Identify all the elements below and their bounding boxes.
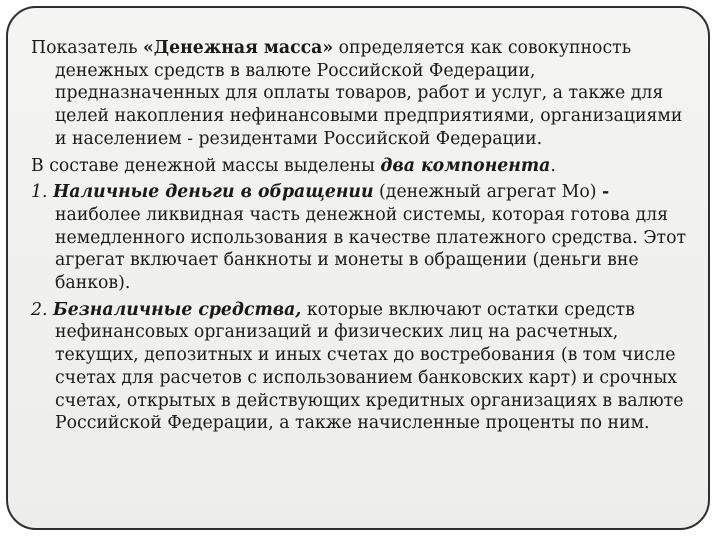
- term-noncash-funds: Безналичные средства,: [52, 299, 302, 320]
- text: (денежный агрегат Мо): [373, 182, 602, 203]
- term-cash-in-circulation: Наличные деньги в обращении: [52, 182, 374, 203]
- item-number: 2.: [31, 299, 53, 320]
- dash: -: [601, 182, 610, 203]
- text: .: [550, 155, 556, 176]
- paragraph-money-supply-definition: [31, 37, 691, 151]
- text: В составе денежной массы выделены: [31, 155, 381, 176]
- term-money-supply: «Денежная масса»: [142, 38, 334, 58]
- paragraph-component-noncash: [31, 299, 691, 435]
- paragraph-component-cash: [31, 181, 691, 295]
- emphasis-two-components: два компонента: [380, 155, 551, 176]
- text: которые включают остатки средств нефинансовых организаций и физических лиц на расчетных, текущих, депозитных и иных счетах до востребования (в том числе счетах для расчетов с использованием банковских карт) и срочных счетах, открытых в действующих кредитных организациях в валюте Российской Федерации, а также начисленные проценты по ним.: [55, 299, 684, 434]
- paragraph-components-intro: [31, 155, 691, 178]
- text: Показатель: [31, 38, 143, 58]
- slide-body: [31, 37, 691, 435]
- text: наиболее ликвидная часть денежной системы, которая готова для немедленного использования в качестве платежного средства. Этот агрегат включает банкноты и монеты в обращении (деньги вне банков).: [55, 204, 687, 294]
- item-number: 1.: [31, 182, 53, 203]
- text: определяется как совокупность денежных средств в валюте Российской Федерации, предназначенных для оплаты товаров, работ и услуг, а также для целей накопления нефинансовыми предприятиями, организациями и населением - резидентами Российской Федерации.: [55, 38, 683, 149]
